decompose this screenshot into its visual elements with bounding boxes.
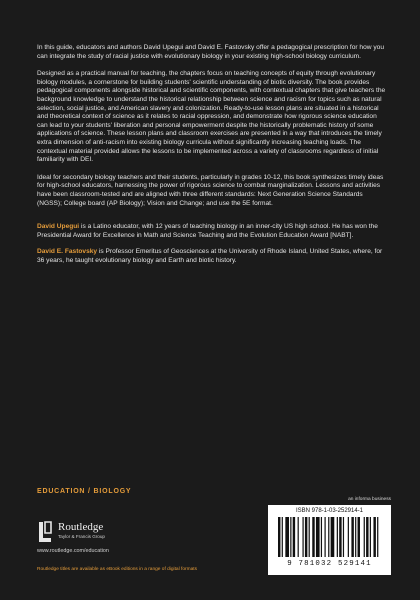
ean-number: 9 781032 529141 [287, 560, 372, 568]
routledge-logo-icon [37, 521, 53, 543]
barcode-bar [285, 517, 289, 557]
barcode-bar [343, 517, 344, 557]
barcode-bar [282, 517, 283, 557]
barcode-bar [366, 517, 368, 557]
barcode-bar [351, 517, 353, 557]
barcode-bar [305, 517, 307, 557]
barcode-bar [278, 517, 280, 557]
barcode-bar [290, 517, 291, 557]
barcode-bar [309, 517, 310, 557]
subject-category: EDUCATION / BIOLOGY [37, 488, 132, 495]
barcode-bar [358, 517, 360, 557]
barcode-bar [337, 517, 338, 557]
author-bio-upegui [37, 223, 389, 240]
barcode-bar [302, 517, 303, 557]
author-bio-fastovsky [37, 248, 389, 265]
blurb-paragraph-audience: Ideal for secondary biology teachers and their students, particularly in grades 10-12, this book synthesizes timely ideas for high-school educators, harnessing the power of rigorous science to combat marginalization. Lessons and activities have been classroom-tested and are aligned with three different standards: Next Generation Science Standards (NGSS); College board (AP Biology); Vision and Change; and use the 5E format. [37, 173, 384, 207]
publisher-name: Routledge [58, 521, 104, 533]
barcode-bar [298, 517, 299, 557]
author-bio-text-fastovsky: is Professor Emeritus of Geosciences at the University of Rhode Island, United States, where, for 36 years, he taught evolutionary biology and Earth and biotic history. [37, 248, 383, 264]
barcode-bar [339, 517, 341, 557]
barcode-bar [373, 517, 375, 557]
barcode-icon [278, 517, 382, 557]
barcode-bar [355, 517, 356, 557]
informa-tagline: an informa business [348, 497, 391, 502]
barcode-bar [364, 517, 365, 557]
barcode-bar [328, 517, 329, 557]
barcode-label [268, 505, 391, 575]
barcode-bar [377, 517, 378, 557]
barcode-block [268, 497, 391, 575]
barcode-bar [370, 517, 371, 557]
publisher-group: Taylor & Francis Group [58, 534, 105, 539]
barcode-bar [348, 517, 349, 557]
publisher-url[interactable]: www.routledge.com/education [37, 548, 109, 554]
author-name-fastovsky: David E. Fastovsky [37, 248, 98, 256]
blurb-paragraph-description: Designed as a practical manual for teaching, the chapters focus on teaching concepts of equity through evolutionary biology modules, a cornerstone for building students' scientific understanding of biotic diversity. The book provides pedagogical components alongside historical and scientific components, with contextual chapters that give teachers the background knowledge to understand the historical relationship between science and racism for topics such as natural selection, social justice, and American slavery and colonization. Ready-to-use lesson plans are situated in a historical and theoretical context of science as it relates to racial oppression, and demonstrate how rigorous science education can lead to your students' liberation and personal empowerment despite the historically problematic history of some applications of science. These lesson plans and classroom exercises are presented in a way that introduces the timely extra dimension of anti-racism into existing biology curricula without significantly increasing teaching loads. The contextual material provided allows the lessons to be implemented across a variety of classrooms regardless of initial familiarity with DEI. [37, 70, 386, 164]
author-name-upegui: David Upegui [37, 223, 80, 231]
ebook-note: Routledge titles are available as eBook editions in a range of digital formats [37, 567, 197, 572]
barcode-bar [321, 517, 322, 557]
barcode-bar [293, 517, 295, 557]
barcode-bar [324, 517, 325, 557]
barcode-bar [331, 517, 335, 557]
isbn-text: ISBN 978-1-03-252914-1 [295, 508, 364, 514]
blurb-paragraph-intro: In this guide, educators and authors David Upegui and David E. Fastovsky offer a pedagogical prescription for how you can integrate the study of racial justice with evolutionary biology in your existing high-school biology curriculum. [37, 44, 384, 60]
author-bio-text-upegui: is a Latino educator, with 12 years of teaching biology in an inner-city US high school. He has won the Presidential Award for Excellence in Math and Science Teaching and the Evolution Education Award [NABT]. [37, 223, 378, 239]
blurb-content [37, 44, 389, 273]
barcode-bar [316, 517, 320, 557]
barcode-bar [312, 517, 314, 557]
publisher-logo [37, 519, 207, 549]
